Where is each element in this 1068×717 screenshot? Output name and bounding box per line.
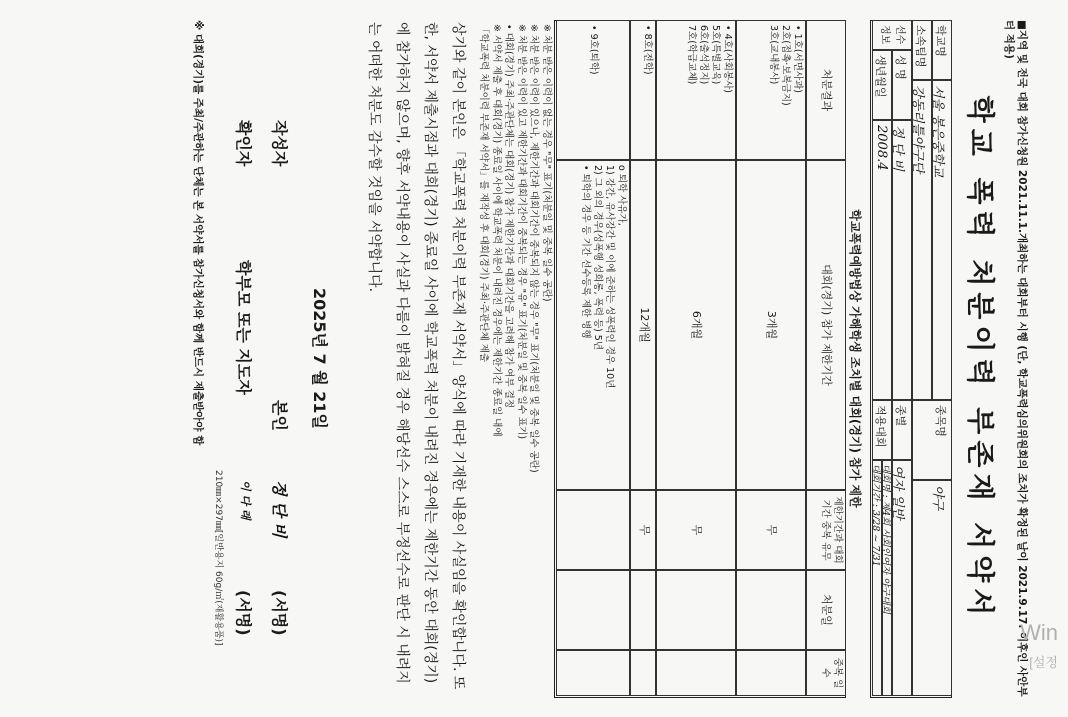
row3-date [630, 570, 656, 650]
name-label: 성 명 [892, 50, 912, 120]
event-value: 여자 일반 [892, 460, 912, 696]
row4-result: • 9호(퇴학) [556, 20, 630, 160]
apply-value: 대회명 : 제4회 사회인여자 야구대회 [882, 460, 892, 696]
row4-period: o 퇴학 사유가, 1) 강간, 유사강간 및 이에 준하는 성폭력인 경우 10년 2) 그 외의 경우(성폭행 성희롱, 폭력 등) 5년 • 퇴학의 경우 등 기간 선수등록 제한 병행 [556, 160, 630, 490]
confirm-sign: (서명) [234, 590, 253, 636]
th-period: 대회(경기) 참가 제한기간 [806, 160, 846, 490]
th-overlap: 제한기간과 대회기간 중복 유무 [806, 490, 846, 570]
row1-result: • 1호(서면사과) 2호(접촉·보복금지) 3호(교내봉사) [736, 20, 806, 160]
row2-overlap: 무 [656, 490, 736, 570]
th-days: 중복 일수 [806, 650, 846, 696]
row2-period: 6개월 [656, 160, 736, 490]
confirm-name: 이 다 래 [239, 480, 252, 520]
note-3: ※ 처분 받은 이력이 있고 제한기간과 대회기간이 중복되는 경우 "유" 표기(처분일 및 중복 일수 표기) [516, 24, 527, 440]
sport-label: 종목명 [912, 400, 952, 480]
note-5: ※ 서약서 제출 후 대회(경기) 종료일 사이에 학교폭력 처분이 내려진 경우에는 제한기간 종료일 내에 [491, 24, 502, 437]
row2-result: • 4호(사회봉사) 5호(특별교육) 6호(출석정지) 7호(학급교체) [656, 20, 736, 160]
th-result: 처분결과 [806, 20, 846, 160]
team-value: 강동리틀야구단 [912, 80, 932, 400]
note-1: ※ 처분 받은 이력이 없는 경우 "무" 표기(처분일 및 중복 일수 공란) [541, 24, 552, 302]
team-label: 소속팀명 [912, 20, 932, 80]
writer-self: 본인 [270, 400, 289, 431]
row1-overlap: 무 [736, 490, 806, 570]
th-date: 처분일 [806, 570, 846, 650]
row2-days [656, 650, 736, 696]
row4-overlap [556, 490, 630, 570]
row3-days [630, 650, 656, 696]
birth-value: 2008.4 [872, 120, 892, 400]
school-value: 서울 봉은중학교 [932, 80, 952, 400]
row1-period: 3개월 [736, 160, 806, 490]
school-label: 학교명 [932, 20, 952, 80]
confirm-label: 확인자 [234, 120, 253, 167]
windows-activation-subtext: [설정 [1029, 655, 1058, 670]
notes [477, 24, 552, 694]
note-4: • 대회(경기) 주최·주관단체는 대회(경기) 참가 제한기간과 대회기간을 고려해 참가 여부 결정 [503, 24, 515, 409]
note-2: ※ 처분 받은 이력이 있으나, 제한기간과 대회기간이 중복되지 않는 경우 "무" 표기(처분일 및 중복 일수 공란) [528, 24, 540, 473]
table-caption: 학교폭력예방법상 가해학생 조치별 대회(경기) 참가 제한 [848, 209, 862, 508]
row4-days [556, 650, 630, 696]
writer-sign: (서명) [270, 590, 289, 636]
rotated-form [32, 0, 1032, 717]
player-label: 선수정보 [872, 20, 912, 50]
row3-overlap: 무 [630, 490, 656, 570]
sport-value: 야구 [912, 480, 952, 696]
windows-activation-watermark: Win [1020, 620, 1058, 645]
writer-name: 정 단 비 [270, 480, 289, 538]
row3-result: • 8호(전학) [630, 20, 656, 160]
row4-date [556, 570, 630, 650]
period-value: 대회기간 : 3/28 ~ 7/31 [872, 460, 882, 696]
apply-label: 적용대회 [872, 400, 892, 460]
confirm-role: 학부모 또는 지도자 [234, 260, 253, 395]
sign-date: 2025년 7 월 21일 [310, 287, 329, 429]
pledge-text: 상기와 같이 본인은 「학교폭력 처분이력 부존재 서약서」양식에 따라 기재한 내용이 사실임을 확인합니다. 또한, 서약서 제출시점과 대회(경기) 종료일 사이에 학교폭력 처분이 내려진 경우에는 제한기간 동안 대회(경기)에 참가하지 않으며, 향후 서약내용이 사실과 다름이 밝혀질 경우 해당선수 스스로 부정선수로 판단 시 내려지는 어떠한 처분도 감수할 것임을 서약합니다. [366, 22, 466, 690]
row3-period: 12개월 [630, 160, 656, 490]
footnote: ※ 대회(경기)를 주최/주관하는 단체는 본 서약서를 참가신청서와 함께 반드시 제출받아야 함 [192, 20, 204, 446]
header-note: ■지역 및 전국 대회 참가신청원 2021.11.1.개최하는 대회부터 시행 (단, 학교폭력심의위원회의 조치가 확정된 날이 2021.9.17. 이후인 사안부터 적용) [1003, 20, 1028, 697]
row1-date [736, 570, 806, 650]
row2-date [656, 570, 736, 650]
note-6: 「학교폭력 처분이력 부존재 서약서」를 재작성 후 대회(경기) 주최·주관단체 제출 [478, 24, 490, 363]
birth-label: 생년월일 [872, 50, 892, 120]
paper-size-note: 210㎜×297㎜[일반용지 60g/㎡(재활용품)] [213, 470, 223, 646]
form-title: 학교 폭력 처분이력 부존재 서약서 [964, 95, 997, 622]
row1-days [736, 650, 806, 696]
writer-label: 작성자 [270, 120, 289, 167]
name-value: 정 단 비 [892, 120, 912, 400]
event-label: 종별 [892, 400, 912, 460]
